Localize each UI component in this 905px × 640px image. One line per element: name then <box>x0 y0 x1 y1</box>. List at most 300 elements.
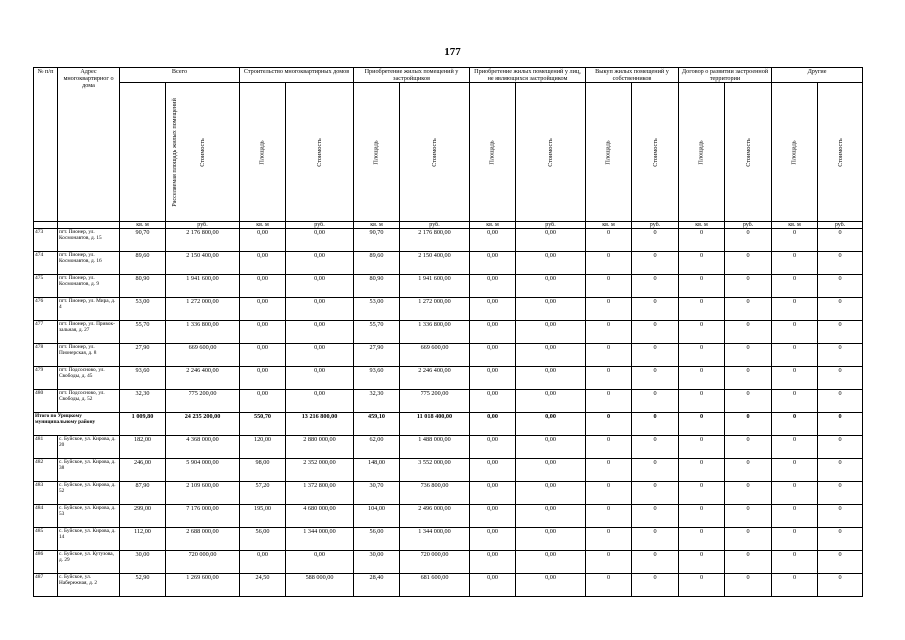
row-value: 681 600,00 <box>400 574 470 597</box>
table-row <box>34 344 863 367</box>
row-value: 0 <box>772 344 818 367</box>
table-row <box>34 551 863 574</box>
row-number: 483 <box>34 482 58 505</box>
header-sub-text: Площадь <box>488 139 496 165</box>
row-address: пгт. Подсосново, ул. Свободы, д. 52 <box>58 390 120 413</box>
unit-cell: кв. м <box>772 222 818 229</box>
row-value: 0,00 <box>516 275 586 298</box>
row-value: 2 496 000,00 <box>400 505 470 528</box>
row-value: 0 <box>818 390 863 413</box>
table-row <box>34 321 863 344</box>
table-row <box>34 505 863 528</box>
row-value: 2 150 400,00 <box>400 252 470 275</box>
row-value: 1 336 800,00 <box>166 321 240 344</box>
row-value: 1 488 000,00 <box>400 436 470 459</box>
row-number: 487 <box>34 574 58 597</box>
header-sub-label <box>772 83 818 222</box>
row-value: 112,00 <box>120 528 166 551</box>
header-group: Договор о развитии застроенной территории <box>679 68 772 83</box>
row-value: 0 <box>818 505 863 528</box>
row-address: пгт. Подсосново, ул. Свободы, д. 45 <box>58 367 120 390</box>
row-value: 669 600,00 <box>400 344 470 367</box>
unit-empty <box>58 222 120 229</box>
row-value: 0 <box>772 436 818 459</box>
row-value: 80,90 <box>354 275 400 298</box>
row-value: 0 <box>772 574 818 597</box>
row-value: 0 <box>818 275 863 298</box>
row-value: 1 272 000,00 <box>166 298 240 321</box>
row-value: 7 176 000,00 <box>166 505 240 528</box>
resettlement-table <box>33 67 863 597</box>
row-value: 1 372 800,00 <box>286 482 354 505</box>
row-value: 52,90 <box>120 574 166 597</box>
row-value: 0,00 <box>240 344 286 367</box>
row-value: 0 <box>725 436 772 459</box>
row-value: 2 150 400,00 <box>166 252 240 275</box>
row-value: 669 600,00 <box>166 344 240 367</box>
row-value: 0 <box>818 436 863 459</box>
row-value: 0 <box>818 298 863 321</box>
row-value: 0,00 <box>470 344 516 367</box>
row-value: 2 688 000,00 <box>166 528 240 551</box>
header-group: Другие <box>772 68 863 83</box>
header-sub-text: Расселяемая площадь жилых помещений <box>170 97 178 207</box>
row-value: 0,00 <box>470 321 516 344</box>
header-group: Приобретение жилых помещений у застройщиков <box>354 68 470 83</box>
row-value: 246,00 <box>120 459 166 482</box>
total-value: 0 <box>818 413 863 436</box>
table-row <box>34 528 863 551</box>
row-number: 476 <box>34 298 58 321</box>
row-value: 0,00 <box>470 436 516 459</box>
header-sub-text: Площадь <box>258 139 266 165</box>
row-value: 1 269 600,00 <box>166 574 240 597</box>
row-value: 0,00 <box>240 321 286 344</box>
row-value: 0 <box>586 390 632 413</box>
header-group: Всего <box>120 68 240 83</box>
unit-cell: руб. <box>632 222 679 229</box>
row-value: 0 <box>772 390 818 413</box>
row-address: с. Буйское, ул. Кутузова, д. 29 <box>58 551 120 574</box>
row-value: 0,00 <box>286 252 354 275</box>
table-row <box>34 229 863 252</box>
row-value: 0 <box>679 367 725 390</box>
table-row <box>34 390 863 413</box>
row-value: 0,00 <box>286 321 354 344</box>
unit-cell: кв. м <box>120 222 166 229</box>
total-value: 0,00 <box>516 413 586 436</box>
row-number: 484 <box>34 505 58 528</box>
row-value: 0 <box>679 459 725 482</box>
row-value: 55,70 <box>354 321 400 344</box>
row-address: с. Буйское, ул. Кирова, д. 20 <box>58 436 120 459</box>
header-sub-text: Стоимость <box>315 137 323 167</box>
row-value: 0 <box>632 229 679 252</box>
row-number: 474 <box>34 252 58 275</box>
total-value: 24 235 200,00 <box>166 413 240 436</box>
unit-cell: руб. <box>516 222 586 229</box>
row-value: 0,00 <box>286 551 354 574</box>
row-value: 104,00 <box>354 505 400 528</box>
row-value: 0,00 <box>516 459 586 482</box>
header-sub-text: Площадь <box>698 139 706 165</box>
row-number: 480 <box>34 390 58 413</box>
row-value: 0 <box>772 505 818 528</box>
row-value: 0 <box>772 252 818 275</box>
row-value: 0 <box>725 459 772 482</box>
row-number: 475 <box>34 275 58 298</box>
row-value: 1 941 600,00 <box>400 275 470 298</box>
row-value: 1 336 800,00 <box>400 321 470 344</box>
row-value: 0 <box>586 505 632 528</box>
header-sub-label <box>240 83 286 222</box>
row-value: 27,90 <box>120 344 166 367</box>
total-row <box>34 413 863 436</box>
row-value: 93,60 <box>120 367 166 390</box>
row-value: 4 368 000,00 <box>166 436 240 459</box>
row-value: 775 200,00 <box>166 390 240 413</box>
table-row <box>34 275 863 298</box>
unit-cell: кв. м <box>240 222 286 229</box>
header-sub-label <box>470 83 516 222</box>
row-address: пгт. Пионер, ул. Пионерская, д. 8 <box>58 344 120 367</box>
row-value: 0,00 <box>470 574 516 597</box>
row-value: 0,00 <box>240 367 286 390</box>
total-value: 0 <box>725 413 772 436</box>
row-value: 27,90 <box>354 344 400 367</box>
row-value: 0,00 <box>470 275 516 298</box>
header-group: Строительство многоквартирных домов <box>240 68 354 83</box>
row-value: 0 <box>586 321 632 344</box>
header-sub-text: Стоимость <box>430 137 438 167</box>
row-value: 0 <box>632 275 679 298</box>
row-value: 120,00 <box>240 436 286 459</box>
row-value: 0,00 <box>470 482 516 505</box>
row-value: 0 <box>679 298 725 321</box>
row-value: 182,00 <box>120 436 166 459</box>
table-row <box>34 298 863 321</box>
header-num: № п/п <box>34 68 58 222</box>
row-value: 0,00 <box>516 344 586 367</box>
row-value: 0 <box>818 528 863 551</box>
table-row <box>34 252 863 275</box>
row-value: 0,00 <box>470 367 516 390</box>
row-value: 0,00 <box>516 321 586 344</box>
row-value: 53,00 <box>120 298 166 321</box>
row-value: 0 <box>679 574 725 597</box>
row-value: 0 <box>586 344 632 367</box>
row-value: 0 <box>772 459 818 482</box>
row-value: 0 <box>772 482 818 505</box>
row-value: 0 <box>725 252 772 275</box>
row-value: 0,00 <box>240 275 286 298</box>
row-value: 0 <box>632 436 679 459</box>
row-value: 0 <box>632 505 679 528</box>
row-value: 30,00 <box>120 551 166 574</box>
total-value: 1 009,80 <box>120 413 166 436</box>
row-value: 62,00 <box>354 436 400 459</box>
row-value: 0,00 <box>240 390 286 413</box>
row-value: 55,70 <box>120 321 166 344</box>
total-value: 13 216 800,00 <box>286 413 354 436</box>
total-value: 0 <box>772 413 818 436</box>
row-value: 32,30 <box>120 390 166 413</box>
row-value: 0,00 <box>470 229 516 252</box>
row-value: 0,00 <box>286 344 354 367</box>
row-value: 0 <box>818 551 863 574</box>
row-value: 0,00 <box>470 528 516 551</box>
row-number: 479 <box>34 367 58 390</box>
row-value: 0,00 <box>516 229 586 252</box>
row-value: 2 880 000,00 <box>286 436 354 459</box>
row-value: 0,00 <box>516 482 586 505</box>
row-value: 0,00 <box>516 252 586 275</box>
row-address: с. Буйское, ул. Кирова, д. 53 <box>58 505 120 528</box>
row-value: 2 246 400,00 <box>400 367 470 390</box>
row-value: 87,90 <box>120 482 166 505</box>
row-value: 0 <box>725 528 772 551</box>
row-value: 0,00 <box>470 252 516 275</box>
row-value: 0,00 <box>516 436 586 459</box>
table-row <box>34 574 863 597</box>
unit-cell: руб. <box>400 222 470 229</box>
total-value: 11 018 400,00 <box>400 413 470 436</box>
header-sub-text: Стоимость <box>744 137 752 167</box>
row-value: 0 <box>818 574 863 597</box>
header-sub-label <box>632 83 679 222</box>
row-address: с. Буйское, ул. Кирова, д. 14 <box>58 528 120 551</box>
row-address: пгт. Пионер, ул. Привок-зальная, д. 27 <box>58 321 120 344</box>
row-value: 0 <box>725 229 772 252</box>
row-value: 90,70 <box>120 229 166 252</box>
total-value: 0,00 <box>470 413 516 436</box>
row-value: 0 <box>632 482 679 505</box>
row-value: 736 800,00 <box>400 482 470 505</box>
row-number: 486 <box>34 551 58 574</box>
row-value: 0 <box>725 298 772 321</box>
row-value: 2 176 800,00 <box>400 229 470 252</box>
row-value: 0,00 <box>286 367 354 390</box>
row-value: 0,00 <box>516 551 586 574</box>
header-sub-label <box>516 83 586 222</box>
row-value: 720 000,00 <box>400 551 470 574</box>
row-value: 0 <box>586 459 632 482</box>
row-value: 0 <box>586 252 632 275</box>
total-value: 550,70 <box>240 413 286 436</box>
row-value: 56,00 <box>354 528 400 551</box>
table-body <box>34 229 863 597</box>
header-sub-text: Стоимость <box>198 137 206 167</box>
header-sub-label <box>120 83 178 222</box>
units-row <box>34 222 863 229</box>
row-number: 478 <box>34 344 58 367</box>
row-value: 0 <box>679 229 725 252</box>
row-value: 0 <box>679 505 725 528</box>
row-value: 24,50 <box>240 574 286 597</box>
header-sub-label <box>400 83 470 222</box>
row-value: 775 200,00 <box>400 390 470 413</box>
row-value: 0 <box>632 528 679 551</box>
page-number: 177 <box>444 46 461 58</box>
row-address: пгт. Пионер, ул. Мира, д. 4 <box>58 298 120 321</box>
row-value: 0 <box>725 390 772 413</box>
row-value: 2 109 600,00 <box>166 482 240 505</box>
row-value: 0 <box>725 505 772 528</box>
row-value: 0 <box>586 528 632 551</box>
total-value: 459,10 <box>354 413 400 436</box>
row-value: 0 <box>586 275 632 298</box>
header-sub-label <box>586 83 632 222</box>
row-value: 0 <box>679 321 725 344</box>
row-value: 0,00 <box>516 367 586 390</box>
row-value: 30,00 <box>354 551 400 574</box>
total-value: 0 <box>679 413 725 436</box>
row-value: 0 <box>772 321 818 344</box>
row-value: 0,00 <box>516 298 586 321</box>
row-value: 0 <box>679 482 725 505</box>
row-value: 28,40 <box>354 574 400 597</box>
total-value: 0 <box>632 413 679 436</box>
unit-cell: кв. м <box>679 222 725 229</box>
row-address: пгт. Пионер, ул. Космонавтов, д. 15 <box>58 229 120 252</box>
header-sub-label <box>354 83 400 222</box>
unit-cell: кв. м <box>470 222 516 229</box>
unit-cell: руб. <box>286 222 354 229</box>
row-value: 0,00 <box>516 505 586 528</box>
row-value: 5 904 000,00 <box>166 459 240 482</box>
row-value: 0 <box>772 551 818 574</box>
row-value: 93,60 <box>354 367 400 390</box>
row-value: 3 552 000,00 <box>400 459 470 482</box>
row-number: 485 <box>34 528 58 551</box>
row-value: 588 000,00 <box>286 574 354 597</box>
row-value: 0,00 <box>470 505 516 528</box>
table-header <box>34 68 863 229</box>
row-value: 0 <box>632 298 679 321</box>
row-value: 56,00 <box>240 528 286 551</box>
row-value: 0,00 <box>240 229 286 252</box>
row-value: 0,00 <box>240 551 286 574</box>
row-value: 4 680 000,00 <box>286 505 354 528</box>
row-value: 0 <box>772 229 818 252</box>
row-value: 0 <box>725 344 772 367</box>
row-value: 0 <box>818 482 863 505</box>
header-sub-label <box>725 83 772 222</box>
header-sub-text: Стоимость <box>546 137 554 167</box>
row-value: 53,00 <box>354 298 400 321</box>
row-value: 0 <box>586 436 632 459</box>
row-value: 0 <box>586 482 632 505</box>
unit-cell: руб. <box>725 222 772 229</box>
row-value: 1 941 600,00 <box>166 275 240 298</box>
row-value: 98,00 <box>240 459 286 482</box>
row-value: 0,00 <box>286 229 354 252</box>
row-value: 0 <box>632 551 679 574</box>
header-sub-label <box>286 83 354 222</box>
row-value: 1 344 000,00 <box>400 528 470 551</box>
row-number: 473 <box>34 229 58 252</box>
row-value: 0 <box>679 252 725 275</box>
row-value: 90,70 <box>354 229 400 252</box>
row-value: 0 <box>818 367 863 390</box>
row-value: 0 <box>772 528 818 551</box>
header-sub-label <box>679 83 725 222</box>
header-sub-text: Площадь <box>791 139 799 165</box>
row-value: 0 <box>632 321 679 344</box>
row-value: 0 <box>725 275 772 298</box>
header-row-sub <box>34 83 863 222</box>
header-group: Приобретение жилых помещений у лиц, не являющихся застройщиком <box>470 68 586 83</box>
table-row <box>34 367 863 390</box>
row-value: 0,00 <box>240 252 286 275</box>
row-value: 0,00 <box>470 298 516 321</box>
row-value: 0 <box>586 367 632 390</box>
header-sub-text: Площадь <box>604 139 612 165</box>
row-number: 482 <box>34 459 58 482</box>
row-value: 0,00 <box>516 574 586 597</box>
row-value: 0 <box>818 229 863 252</box>
row-value: 299,00 <box>120 505 166 528</box>
row-value: 0 <box>632 459 679 482</box>
header-sub-label <box>818 83 863 222</box>
row-value: 2 246 400,00 <box>166 367 240 390</box>
unit-cell: кв. м <box>354 222 400 229</box>
row-value: 0 <box>818 321 863 344</box>
row-value: 89,60 <box>354 252 400 275</box>
row-value: 0,00 <box>286 298 354 321</box>
row-value: 0 <box>772 275 818 298</box>
row-value: 30,70 <box>354 482 400 505</box>
row-address: с. Буйское, ул. Кирова, д. 52 <box>58 482 120 505</box>
row-number: 477 <box>34 321 58 344</box>
row-value: 80,90 <box>120 275 166 298</box>
row-value: 0,00 <box>470 390 516 413</box>
row-value: 0 <box>632 367 679 390</box>
row-value: 0 <box>679 528 725 551</box>
row-value: 0 <box>725 321 772 344</box>
row-value: 0 <box>818 252 863 275</box>
row-value: 195,00 <box>240 505 286 528</box>
row-value: 0 <box>679 390 725 413</box>
row-value: 1 344 000,00 <box>286 528 354 551</box>
header-sub-text: Стоимость <box>651 137 659 167</box>
unit-cell: кв. м <box>586 222 632 229</box>
row-value: 0 <box>679 551 725 574</box>
row-value: 0,00 <box>286 275 354 298</box>
row-value: 0 <box>772 367 818 390</box>
row-address: с. Буйское, ул. Кирова, д. 38 <box>58 459 120 482</box>
row-value: 0 <box>632 390 679 413</box>
row-value: 57,20 <box>240 482 286 505</box>
row-value: 0 <box>772 298 818 321</box>
table-row <box>34 459 863 482</box>
row-value: 0 <box>818 459 863 482</box>
row-value: 0 <box>679 275 725 298</box>
header-sub-text: Площадь <box>372 139 380 165</box>
row-value: 0,00 <box>470 459 516 482</box>
row-value: 0 <box>586 551 632 574</box>
unit-cell: руб. <box>818 222 863 229</box>
row-value: 0 <box>632 252 679 275</box>
row-value: 720 000,00 <box>166 551 240 574</box>
header-address: Адрес многоквартирног о дома <box>58 68 120 222</box>
table-row <box>34 436 863 459</box>
header-group: Выкуп жилых помещений у собственников <box>586 68 679 83</box>
row-value: 0 <box>586 229 632 252</box>
row-value: 0 <box>679 344 725 367</box>
row-address: пгт. Пионер, ул. Космонавтов, д. 9 <box>58 275 120 298</box>
row-value: 0,00 <box>516 528 586 551</box>
